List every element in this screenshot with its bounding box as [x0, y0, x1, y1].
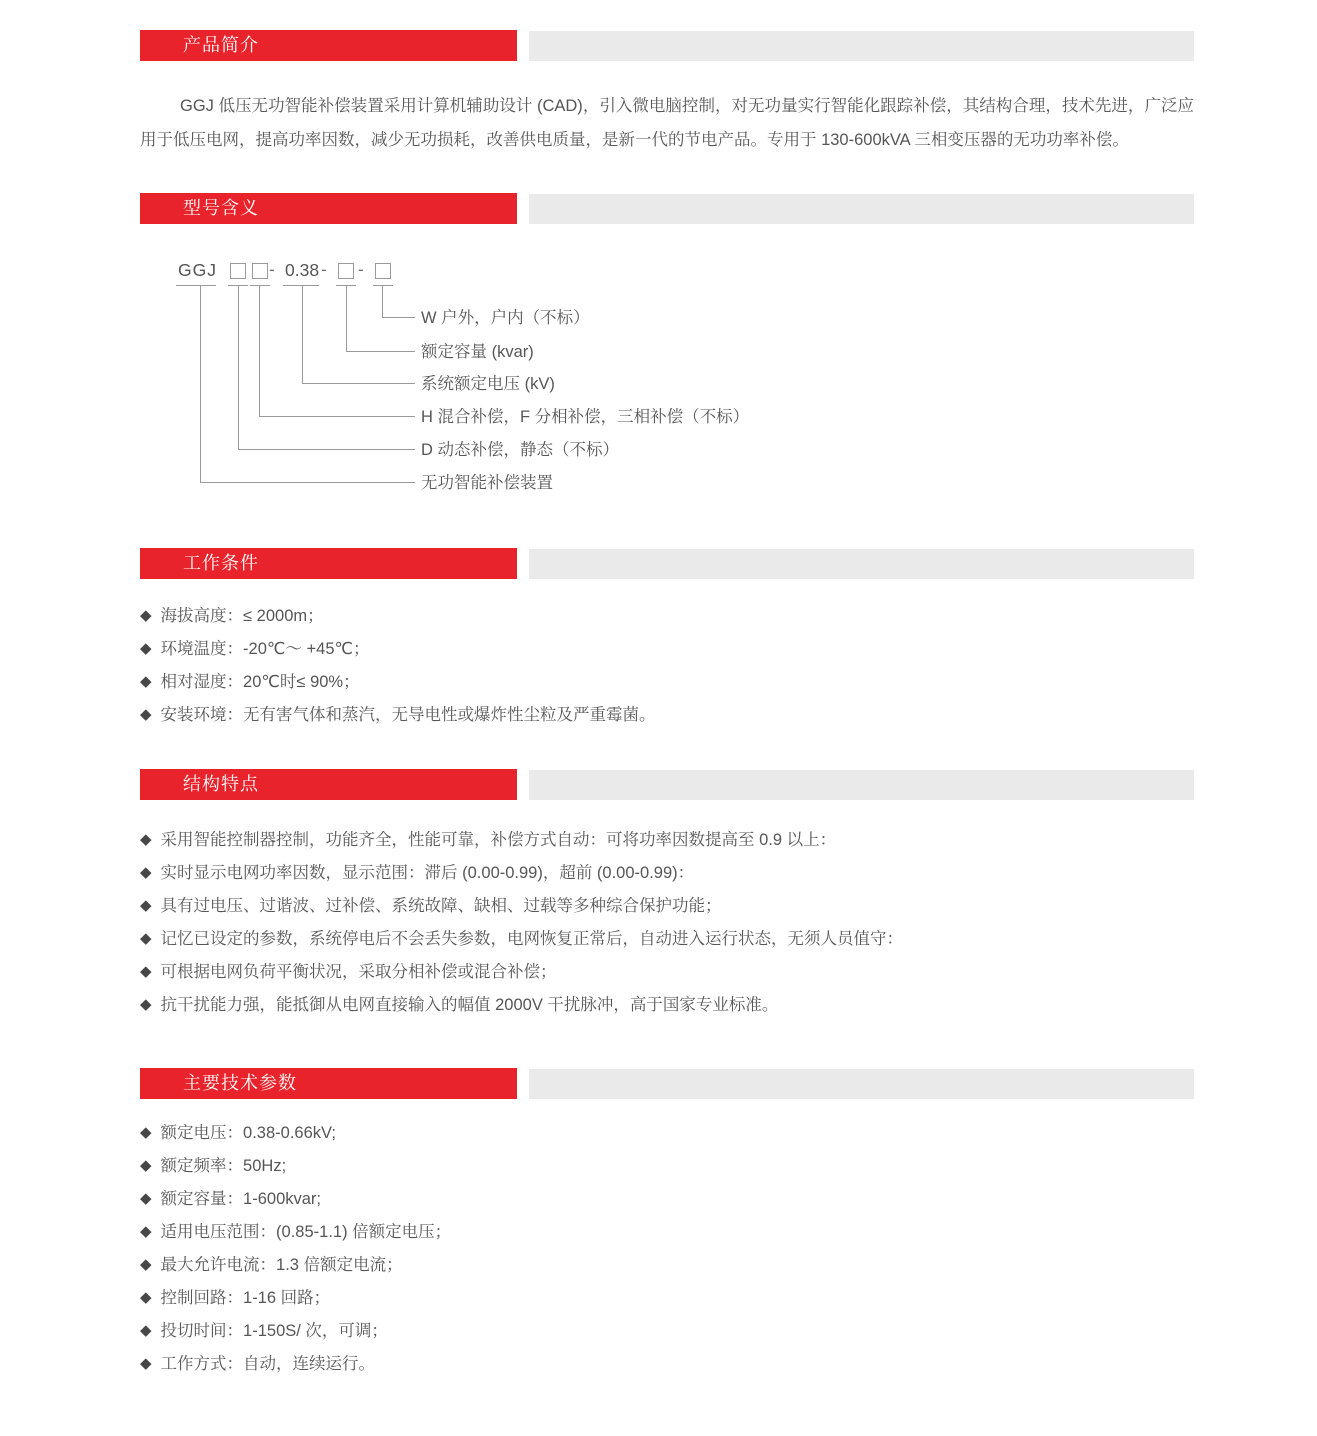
- gray-banner: [529, 194, 1194, 224]
- model-dash-1: -: [269, 260, 275, 279]
- model-placeholder-box-3: [338, 263, 354, 279]
- gray-banner: [529, 1069, 1194, 1099]
- working-conditions-list: [140, 605, 1194, 726]
- list-item-text: 实时显示电网功率因数，显示范围：滞后 (0.00-0.99)，超前 (0.00-0.99)：: [160, 864, 695, 882]
- list-item-text: 最大允许电流：1.3 倍额定电流；: [160, 1256, 403, 1274]
- list-item: [140, 994, 1194, 1016]
- model-label-compensation-type: H 混合补偿，F 分相补偿，三相补偿（不标）: [421, 408, 750, 426]
- red-banner: [140, 1068, 517, 1099]
- list-item: [140, 961, 1194, 983]
- list-item-text: 相对湿度：20℃时≤ 90%；: [160, 673, 360, 691]
- list-item-text: 额定电压：0.38-0.66kV;: [160, 1124, 336, 1142]
- list-item: [140, 928, 1194, 950]
- model-placeholder-box-4: [375, 263, 391, 279]
- list-item: [140, 605, 1194, 627]
- technical-parameters-list: [140, 1122, 1194, 1375]
- intro-paragraph: GGJ 低压无功智能补偿装置采用计算机辅助设计 (CAD)，引入微电脑控制，对无功量实行智能化跟踪补偿，其结构合理，技术先进，广泛应用于低压电网，提高功率因数，减少无功损耗，改善供电质量，是新一代的节电产品。专用于 130-600kVA 三相变压器的无功功率补偿。: [140, 97, 1194, 149]
- diamond-bullet-icon: ◆: [140, 1289, 152, 1306]
- list-item: [140, 1353, 1194, 1375]
- diamond-bullet-icon: ◆: [140, 673, 152, 690]
- diamond-bullet-icon: ◆: [140, 996, 152, 1013]
- list-item: [140, 704, 1194, 726]
- diamond-bullet-icon: ◆: [140, 1223, 152, 1240]
- model-label-outdoor: W 户外，户内（不标）: [421, 309, 590, 327]
- list-item: [140, 862, 1194, 884]
- page-content: [140, 30, 1194, 1375]
- list-item: [140, 1287, 1194, 1309]
- diamond-bullet-icon: ◆: [140, 640, 152, 657]
- gray-banner: [529, 31, 1194, 61]
- list-item-text: 控制回路：1-16 回路；: [160, 1289, 331, 1307]
- model-dash-2: -: [321, 260, 327, 279]
- list-item-text: 可根据电网负荷平衡状况，采取分相补偿或混合补偿；: [160, 963, 557, 981]
- list-item-text: 抗干扰能力强，能抵御从电网直接输入的幅值 2000V 干扰脉冲，高于国家专业标准。: [160, 996, 779, 1014]
- section-title-technical-parameters: 主要技术参数: [183, 1073, 297, 1093]
- section-header-technical-parameters: [140, 1068, 1194, 1099]
- section-title-model-meaning: 型号含义: [183, 198, 259, 218]
- list-item: [140, 1188, 1194, 1210]
- structural-features-list: [140, 829, 1194, 1016]
- gray-banner: [529, 770, 1194, 800]
- connector-line: [200, 285, 415, 483]
- section-title-structural-features: 结构特点: [183, 774, 259, 794]
- list-item-text: 额定容量：1-600kvar;: [160, 1190, 322, 1208]
- model-label-dynamic-static: D 动态补偿，静态（不标）: [421, 441, 619, 459]
- list-item-text: 投切时间：1-150S/ 次，可调；: [160, 1322, 388, 1340]
- list-item: [140, 638, 1194, 660]
- list-item-text: 安装环境：无有害气体和蒸汽，无导电性或爆炸性尘粒及严重霉菌。: [160, 706, 656, 724]
- list-item: [140, 1122, 1194, 1144]
- model-prefix-text: GGJ: [178, 260, 217, 280]
- diamond-bullet-icon: ◆: [140, 1190, 152, 1207]
- list-item: [140, 671, 1194, 693]
- diamond-bullet-icon: ◆: [140, 1124, 152, 1141]
- model-label-device-name: 无功智能补偿装置: [421, 474, 553, 492]
- section-header-structural-features: [140, 769, 1194, 800]
- section-title-product-intro: 产品简介: [183, 35, 259, 55]
- model-label-rated-capacity: 额定容量 (kvar): [421, 343, 534, 361]
- list-item: [140, 1155, 1194, 1177]
- red-banner: [140, 193, 517, 224]
- model-voltage-text: 0.38: [285, 260, 320, 280]
- diamond-bullet-icon: ◆: [140, 897, 152, 914]
- diamond-bullet-icon: ◆: [140, 930, 152, 947]
- diamond-bullet-icon: ◆: [140, 1157, 152, 1174]
- section-header-product-intro: [140, 30, 1194, 61]
- diamond-bullet-icon: ◆: [140, 706, 152, 723]
- red-banner: [140, 548, 517, 579]
- diamond-bullet-icon: ◆: [140, 1322, 152, 1339]
- model-label-system-voltage: 系统额定电压 (kV): [421, 375, 555, 393]
- diamond-bullet-icon: ◆: [140, 831, 152, 848]
- list-item: [140, 1221, 1194, 1243]
- list-item-text: 具有过电压、过谐波、过补偿、系统故障、缺相、过载等多种综合保护功能；: [160, 897, 722, 915]
- list-item-text: 工作方式：自动，连续运行。: [160, 1355, 376, 1373]
- model-placeholder-box-2: [252, 263, 268, 279]
- list-item-text: 额定频率：50Hz;: [160, 1157, 287, 1175]
- section-header-working-conditions: [140, 548, 1194, 579]
- diamond-bullet-icon: ◆: [140, 607, 152, 624]
- diamond-bullet-icon: ◆: [140, 1355, 152, 1372]
- list-item: [140, 829, 1194, 851]
- red-banner: [140, 769, 517, 800]
- list-item-text: 海拔高度：≤ 2000m；: [160, 607, 324, 625]
- model-placeholder-box-1: [230, 263, 246, 279]
- diamond-bullet-icon: ◆: [140, 864, 152, 881]
- section-title-working-conditions: 工作条件: [183, 553, 259, 573]
- gray-banner: [529, 549, 1194, 579]
- list-item: [140, 1254, 1194, 1276]
- diamond-bullet-icon: ◆: [140, 963, 152, 980]
- list-item-text: 适用电压范围：(0.85-1.1) 倍额定电压；: [160, 1223, 452, 1241]
- list-item: [140, 1320, 1194, 1342]
- list-item-text: 采用智能控制器控制，功能齐全，性能可靠，补偿方式自动：可将功率因数提高至 0.9 以上：: [160, 831, 837, 849]
- diamond-bullet-icon: ◆: [140, 1256, 152, 1273]
- section-header-model-meaning: [140, 193, 1194, 224]
- red-banner: [140, 30, 517, 61]
- model-dash-3: -: [358, 260, 364, 279]
- list-item-text: 记忆已设定的参数，系统停电后不会丢失参数，电网恢复正常后，自动进入运行状态，无须人员值守：: [160, 930, 904, 948]
- list-item: [140, 895, 1194, 917]
- list-item-text: 环境温度：-20℃～ +45℃；: [160, 640, 370, 658]
- model-code-diagram: [140, 260, 1194, 505]
